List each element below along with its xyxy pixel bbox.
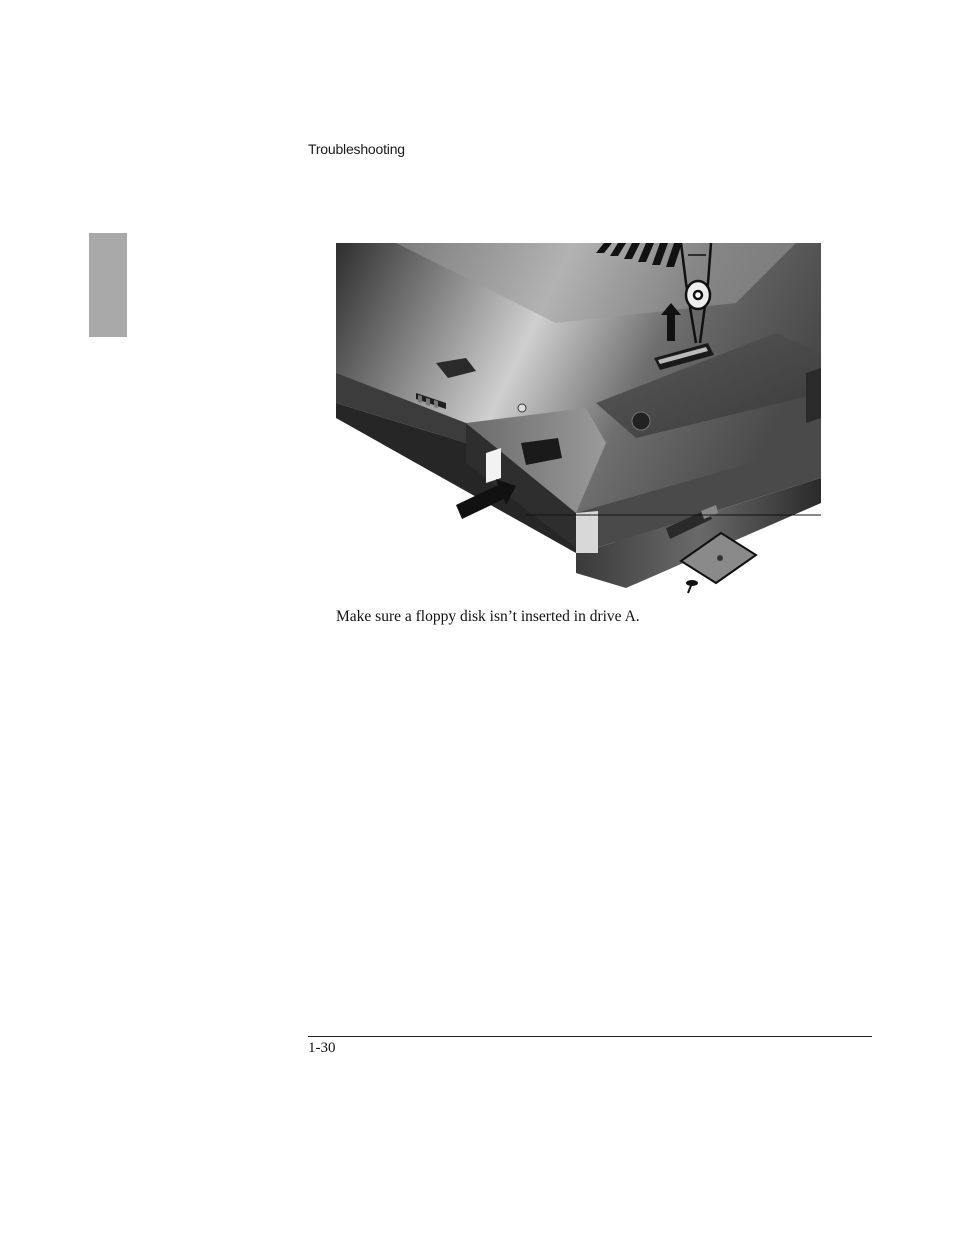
instruction-text: Make sure a floppy disk isn’t inserted in drive A. <box>336 608 640 625</box>
page-number: 1-30 <box>308 1040 336 1056</box>
running-header: Troubleshooting <box>308 141 405 157</box>
white-gap-edge <box>576 511 598 553</box>
footer-rule <box>308 1036 872 1037</box>
chapter-thumb-tab <box>89 233 127 337</box>
screw-icon <box>686 580 698 593</box>
hard-drive-removal-illustration <box>336 243 821 595</box>
